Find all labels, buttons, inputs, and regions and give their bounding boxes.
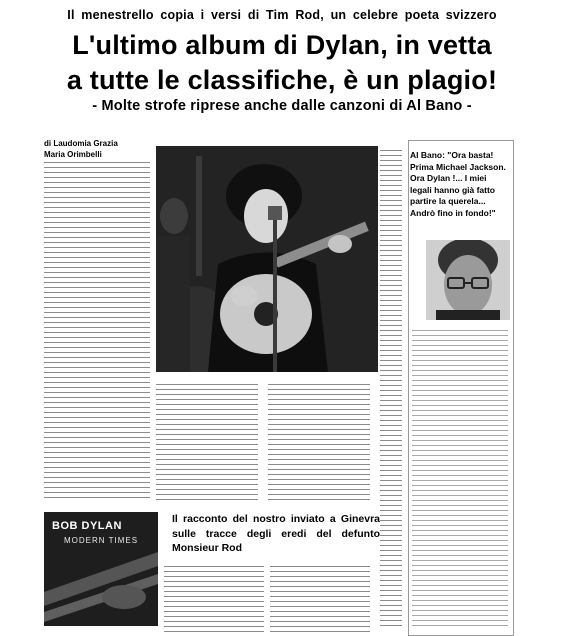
sidebar-text-column — [412, 330, 508, 626]
dylan-illustration — [156, 146, 378, 372]
headline-line-2: a tutte le classifiche, è un plagio! — [66, 65, 498, 95]
portrait-illustration — [426, 240, 510, 320]
album-title: BOB DYLAN — [52, 520, 122, 532]
album-subtitle: MODERN TIMES — [64, 536, 139, 545]
byline-line-1: di Laudomia Grazia — [44, 139, 118, 148]
text-column-2 — [156, 384, 258, 502]
byline-line-2: Maria Orimbelli — [44, 150, 102, 159]
headline-line-1: L'ultimo album di Dylan, in vetta — [72, 30, 492, 60]
article-headline — [0, 28, 564, 98]
text-column-1 — [44, 162, 150, 502]
text-column-6 — [380, 150, 402, 630]
text-column-3 — [268, 384, 370, 502]
article-kicker: Il menestrello copia i versi di Tim Rod, un celebre poeta svizzero — [67, 8, 497, 22]
al-bano-quote: Al Bano: "Ora basta! Prima Michael Jackson. Ora Dylan !... I miei legali hanno già fatto partire la querela... Andrò fino in fondo!" — [410, 150, 506, 218]
byline — [44, 138, 154, 160]
dylan-photo — [156, 146, 378, 372]
text-column-5 — [270, 566, 370, 632]
article-subheadline: - Molte strofe riprese anche dalle canzoni di Al Bano - — [92, 98, 472, 114]
text-column-4 — [164, 566, 264, 632]
report-teaser: Il racconto del nostro inviato a Ginevra sulle tracce degli eredi del defunto Monsieur Rod — [172, 513, 380, 554]
al-bano-portrait — [426, 240, 510, 320]
